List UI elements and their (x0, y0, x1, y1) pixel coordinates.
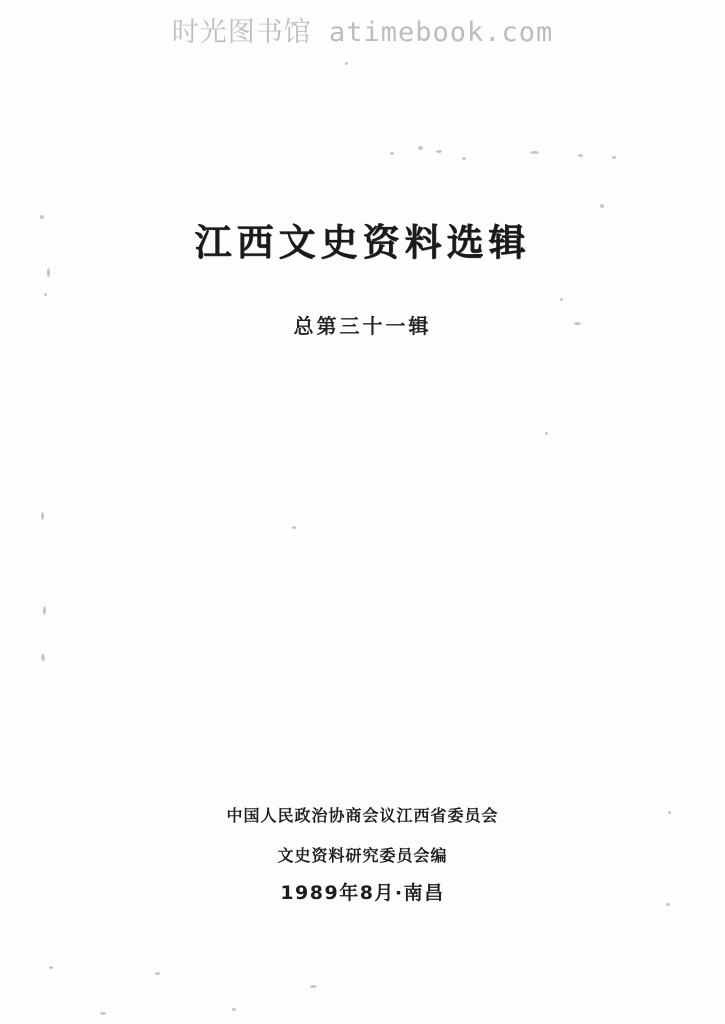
scan-speckle (436, 150, 442, 153)
scan-speckle (600, 204, 604, 208)
scan-speckle (530, 151, 539, 154)
publisher-line-2: 文史资料研究委员会编 (277, 846, 448, 865)
scan-speckle (47, 268, 50, 277)
scan-speckle (668, 811, 671, 814)
scan-speckle (232, 1008, 236, 1011)
scan-speckle (545, 432, 548, 435)
scan-speckle (560, 298, 563, 301)
scan-speckle (666, 903, 670, 906)
scan-speckle (612, 156, 616, 159)
scan-speckle (41, 512, 44, 520)
scan-speckle (418, 146, 423, 150)
scan-speckle (390, 152, 394, 155)
scan-speckle (41, 654, 45, 661)
publisher-line-1: 中国人民政治协商会议江西省委员会 (226, 806, 499, 825)
scan-speckle (100, 1012, 106, 1015)
volume-subtitle: 总第三十一辑 (293, 314, 432, 338)
scan-speckle (43, 606, 46, 615)
scan-speckle (49, 966, 53, 969)
scan-speckle (292, 526, 296, 529)
watermark-text: 时光图书馆 atimebook.com (171, 17, 554, 48)
scan-speckle (155, 972, 160, 975)
scan-speckle (574, 322, 581, 325)
scan-speckle (44, 293, 47, 296)
scan-speckle (310, 985, 317, 988)
scan-speckle (40, 215, 44, 219)
scan-speckle (345, 62, 348, 65)
scan-speckle (578, 154, 583, 157)
publication-date-place: 1989年8月·南昌 (280, 882, 445, 904)
page-title: 江西文史资料选辑 (194, 221, 531, 264)
scan-speckle (462, 157, 466, 160)
